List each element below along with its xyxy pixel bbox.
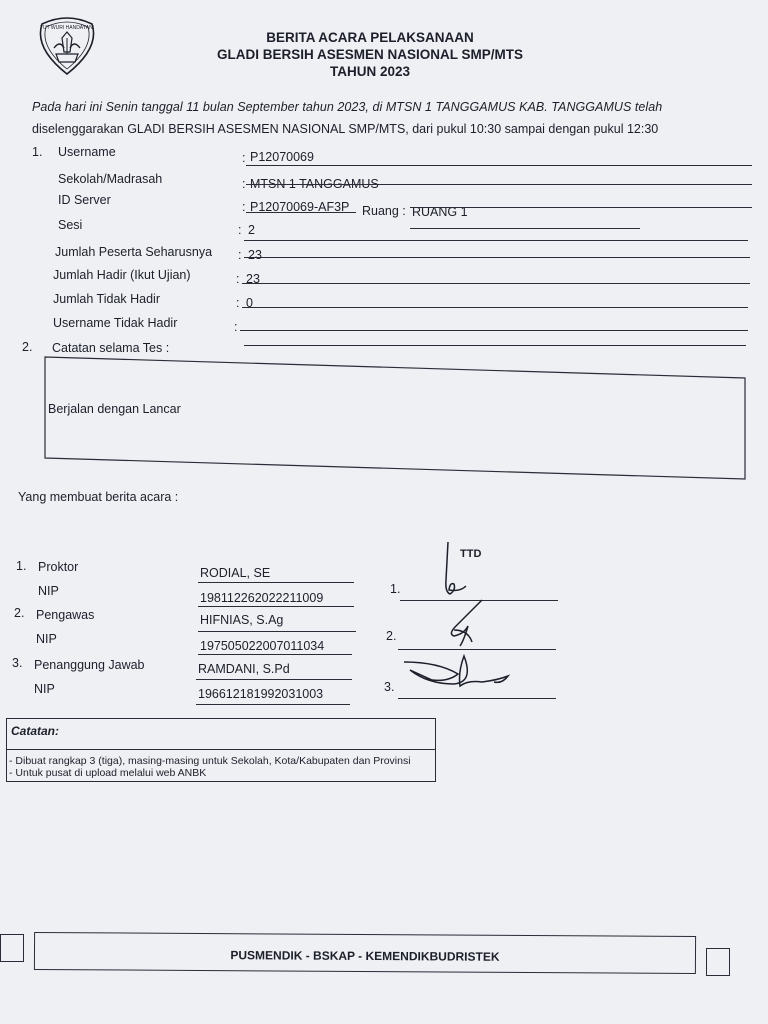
field-value-session: 2 <box>248 223 255 237</box>
signature-line <box>398 698 556 699</box>
field-value-present: 23 <box>246 272 260 286</box>
catatan-header <box>7 719 435 750</box>
signatories-heading: Yang membuat berita acara : <box>18 490 179 504</box>
signatory-number: 1. <box>16 559 27 573</box>
field-colon: : <box>242 200 246 214</box>
footer-box <box>34 932 696 974</box>
catatan-item: - Untuk pusat di upload melalui web ANBK <box>9 767 207 779</box>
notes-box <box>44 356 746 480</box>
field-label-absent-usernames: Username Tidak Hadir <box>53 316 178 330</box>
signatory-nip: 198112262022211009 <box>200 591 324 605</box>
catatan-box <box>6 718 436 782</box>
svg-text:TUT WURI HANDAYANI: TUT WURI HANDAYANI <box>39 25 95 31</box>
nip-label: NIP <box>36 632 57 646</box>
ttd-label: TTD <box>460 548 482 560</box>
signature-pengawas <box>438 596 498 652</box>
field-label-school: Sekolah/Madrasah <box>58 172 163 186</box>
field-label-session: Sesi <box>58 218 83 232</box>
signatory-number: 3. <box>12 656 23 670</box>
test-notes: Berjalan dengan Lancar <box>48 402 181 416</box>
field-value-absent: 0 <box>246 296 253 310</box>
field-underline <box>246 165 752 166</box>
field-underline <box>410 228 640 229</box>
document-title-line1: BERITA ACARA PELAKSANAAN <box>266 30 474 45</box>
catatan-title: Catatan: <box>11 724 60 738</box>
signatory-role: Proktor <box>38 560 79 574</box>
field-value-username: P12070069 <box>250 150 314 164</box>
field-colon: : <box>238 223 242 237</box>
signatory-nip: 197505022007011034 <box>200 639 325 653</box>
field-underline <box>246 184 752 185</box>
section1-number: 1. <box>32 145 43 159</box>
signatory-number: 2. <box>14 606 25 620</box>
nip-underline <box>198 606 354 607</box>
signatory-name: HIFNIAS, S.Ag <box>200 613 284 627</box>
field-colon: : <box>242 177 246 191</box>
footer-text: PUSMENDIK - BSKAP - KEMENDIKBUDRISTEK <box>230 948 500 964</box>
field-colon: : <box>238 248 242 262</box>
catatan-item: - Dibuat rangkap 3 (tiga), masing-masing untuk Sekolah, Kota/Kabupaten dan Provinsi <box>9 755 411 767</box>
tut-wuri-handayani-logo <box>34 14 100 76</box>
field-label-id-server: ID Server <box>58 193 111 207</box>
signature-penanggung-jawab <box>398 654 518 694</box>
field-underline <box>246 212 356 213</box>
signatory-name: RODIAL, SE <box>200 566 271 580</box>
field-label-present: Jumlah Hadir (Ikut Ujian) <box>53 268 191 282</box>
field-underline <box>242 307 748 308</box>
field-colon: : <box>234 320 238 334</box>
name-underline <box>198 631 356 632</box>
field-value-room: RUANG 1 <box>412 205 468 219</box>
field-colon: : <box>236 296 240 310</box>
field-colon: : <box>236 272 240 286</box>
field-value-id-server: P12070069-AF3P <box>250 200 350 214</box>
signature-proktor <box>420 540 500 604</box>
field-label-expected-participants: Jumlah Peserta Seharusnya <box>55 245 213 259</box>
corner-box-left <box>0 934 24 962</box>
field-underline <box>244 240 748 241</box>
field-underline <box>410 207 752 208</box>
nip-underline <box>196 704 350 705</box>
section2-number: 2. <box>22 340 33 354</box>
field-colon: : <box>242 151 246 165</box>
field-underline <box>244 257 750 258</box>
signature-number: 2. <box>386 629 397 643</box>
field-label-room: Ruang : <box>362 204 406 218</box>
intro-line2: diselenggarakan GLADI BERSIH ASESMEN NASIONAL SMP/MTS, dari pukul 10:30 sampai dengan pukul 12:30 <box>32 122 659 136</box>
signatory-role: Pengawas <box>36 608 95 622</box>
signatory-nip: 196612181992031003 <box>198 687 324 701</box>
name-underline <box>196 679 352 680</box>
signature-number: 3. <box>384 680 395 694</box>
document-title-line2: GLADI BERSIH ASESMEN NASIONAL SMP/MTS <box>216 47 524 62</box>
signatory-name: RAMDANI, S.Pd <box>198 662 290 676</box>
nip-underline <box>198 654 352 655</box>
intro-line1: Pada hari ini Senin tanggal 11 bulan September tahun 2023, di MTSN 1 TANGGAMUS KAB. TANGGAMUS telah <box>32 100 663 114</box>
field-label-username: Username <box>58 145 116 159</box>
name-underline <box>198 582 354 583</box>
section2-label: Catatan selama Tes : <box>52 341 170 355</box>
corner-box-right <box>706 948 730 976</box>
field-underline <box>244 345 746 346</box>
field-underline <box>240 330 748 331</box>
field-value-expected-participants: 23 <box>248 248 262 262</box>
field-underline <box>242 283 750 284</box>
field-value-school: MTSN 1 TANGGAMUS <box>250 177 379 191</box>
field-label-absent: Jumlah Tidak Hadir <box>53 292 160 306</box>
nip-label: NIP <box>34 682 55 696</box>
document-title-line3: TAHUN 2023 <box>329 64 411 79</box>
signature-number: 1. <box>390 582 401 596</box>
signatory-role: Penanggung Jawab <box>34 658 145 672</box>
nip-label: NIP <box>38 584 59 598</box>
